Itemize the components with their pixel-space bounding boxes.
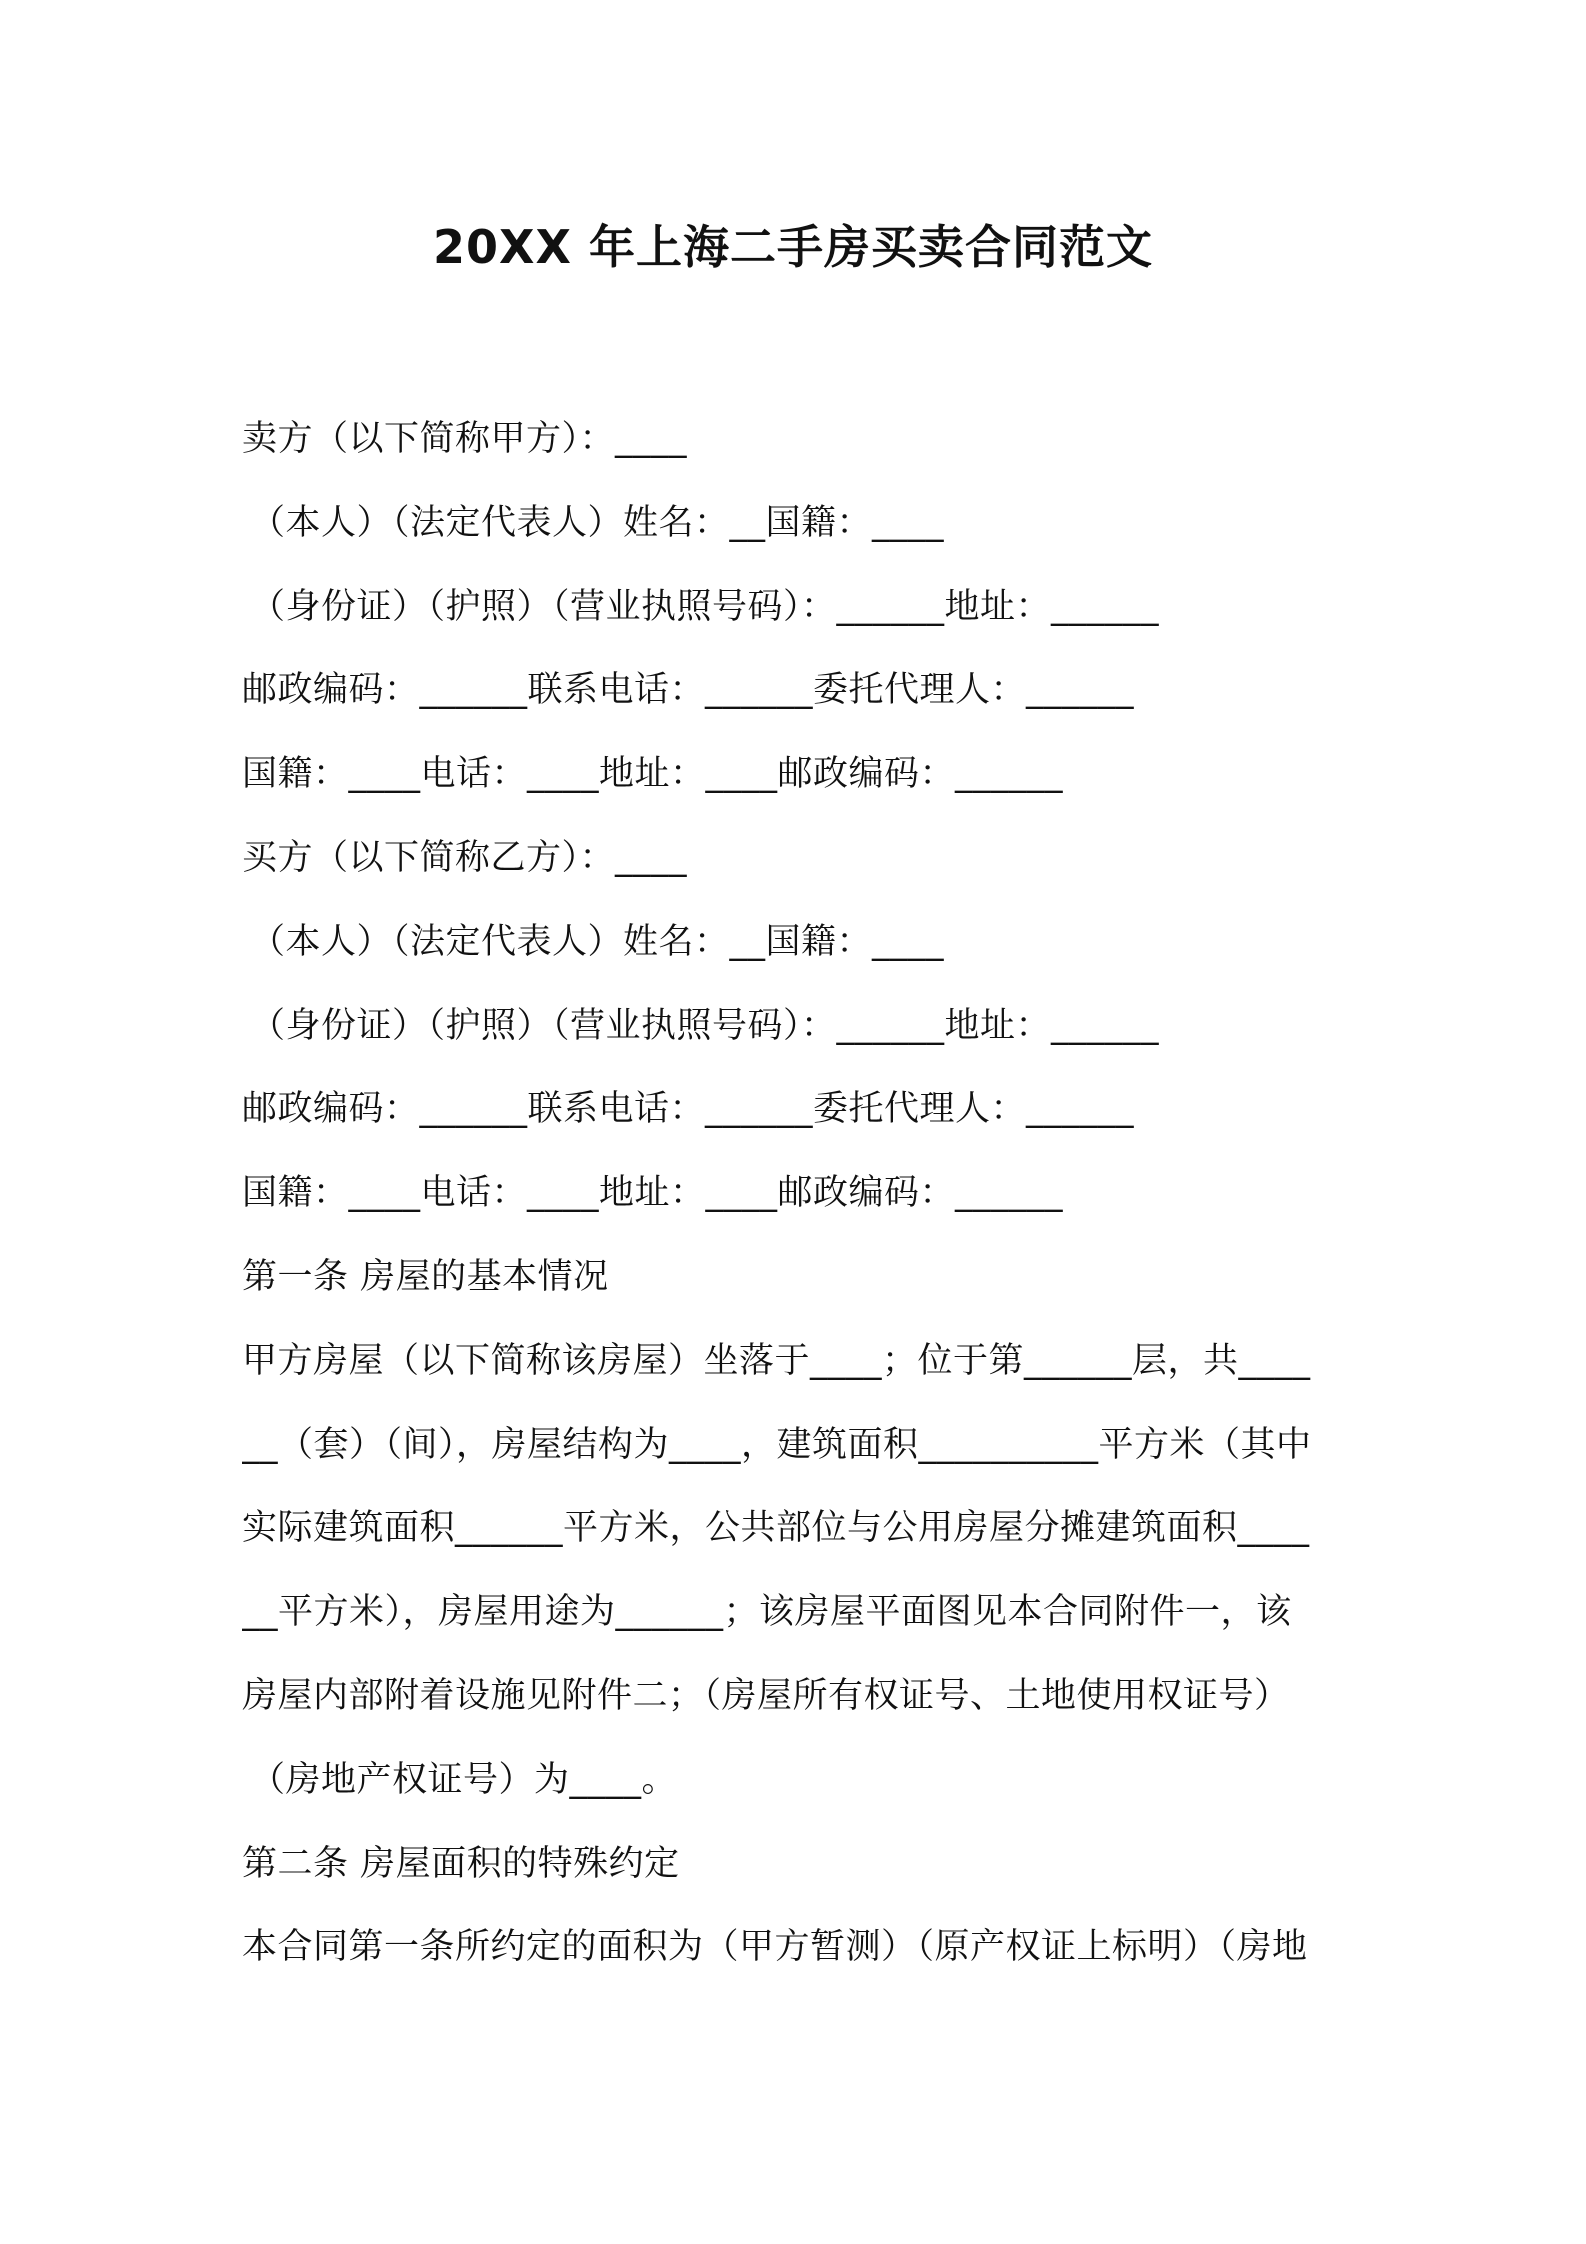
- article-two-heading: 第二条 房屋面积的特殊约定: [242, 1843, 680, 1884]
- seller-postcode-line: 邮政编码：______联系电话：______委托代理人：______: [242, 670, 1135, 711]
- seller-line: 卖方（以下简称甲方）：____: [242, 419, 688, 459]
- article-one-text-4: __平方米），房屋用途为______；该房屋平面图见本合同附件一，该: [242, 1592, 1292, 1633]
- article-one-text-3: 实际建筑面积______平方米，公共部位与公用房屋分摊建筑面积____: [242, 1508, 1310, 1549]
- seller-name-line: （本人）（法定代表人）姓名：__国籍：____: [250, 502, 945, 543]
- buyer-postcode-line: 邮政编码：______联系电话：______委托代理人：______: [242, 1089, 1135, 1130]
- buyer-id-line: （身份证）（护照）（营业执照号码）：______地址：______: [250, 1005, 1160, 1046]
- document-title: 20XX 年上海二手房买卖合同范文: [433, 220, 1153, 274]
- article-one-heading: 第一条 房屋的基本情况: [242, 1256, 609, 1297]
- seller-agent-line: 国籍：____电话：____地址：____邮政编码：______: [242, 754, 1064, 795]
- document-body: [242, 398, 1352, 1990]
- article-one-text-5: 房屋内部附着设施见附件二；（房屋所有权证号、土地使用权证号）: [242, 1675, 1290, 1716]
- buyer-agent-line: 国籍：____电话：____地址：____邮政编码：______: [242, 1173, 1064, 1214]
- article-one-text-2: __（套）（间），房屋结构为____，建筑面积__________平方米（其中: [242, 1424, 1312, 1465]
- seller-id-line: （身份证）（护照）（营业执照号码）：______地址：______: [250, 586, 1160, 627]
- article-one-text-6: （房地产权证号）为____。: [250, 1759, 678, 1800]
- buyer-name-line: （本人）（法定代表人）姓名：__国籍：____: [250, 921, 945, 962]
- buyer-line: 买方（以下简称乙方）：____: [242, 837, 688, 878]
- article-two-text-1: 本合同第一条所约定的面积为（甲方暂测）（原产权证上标明）（房地: [242, 1927, 1308, 1968]
- article-one-text-1: 甲方房屋（以下简称该房屋）坐落于____；位于第______层，共____: [242, 1340, 1311, 1381]
